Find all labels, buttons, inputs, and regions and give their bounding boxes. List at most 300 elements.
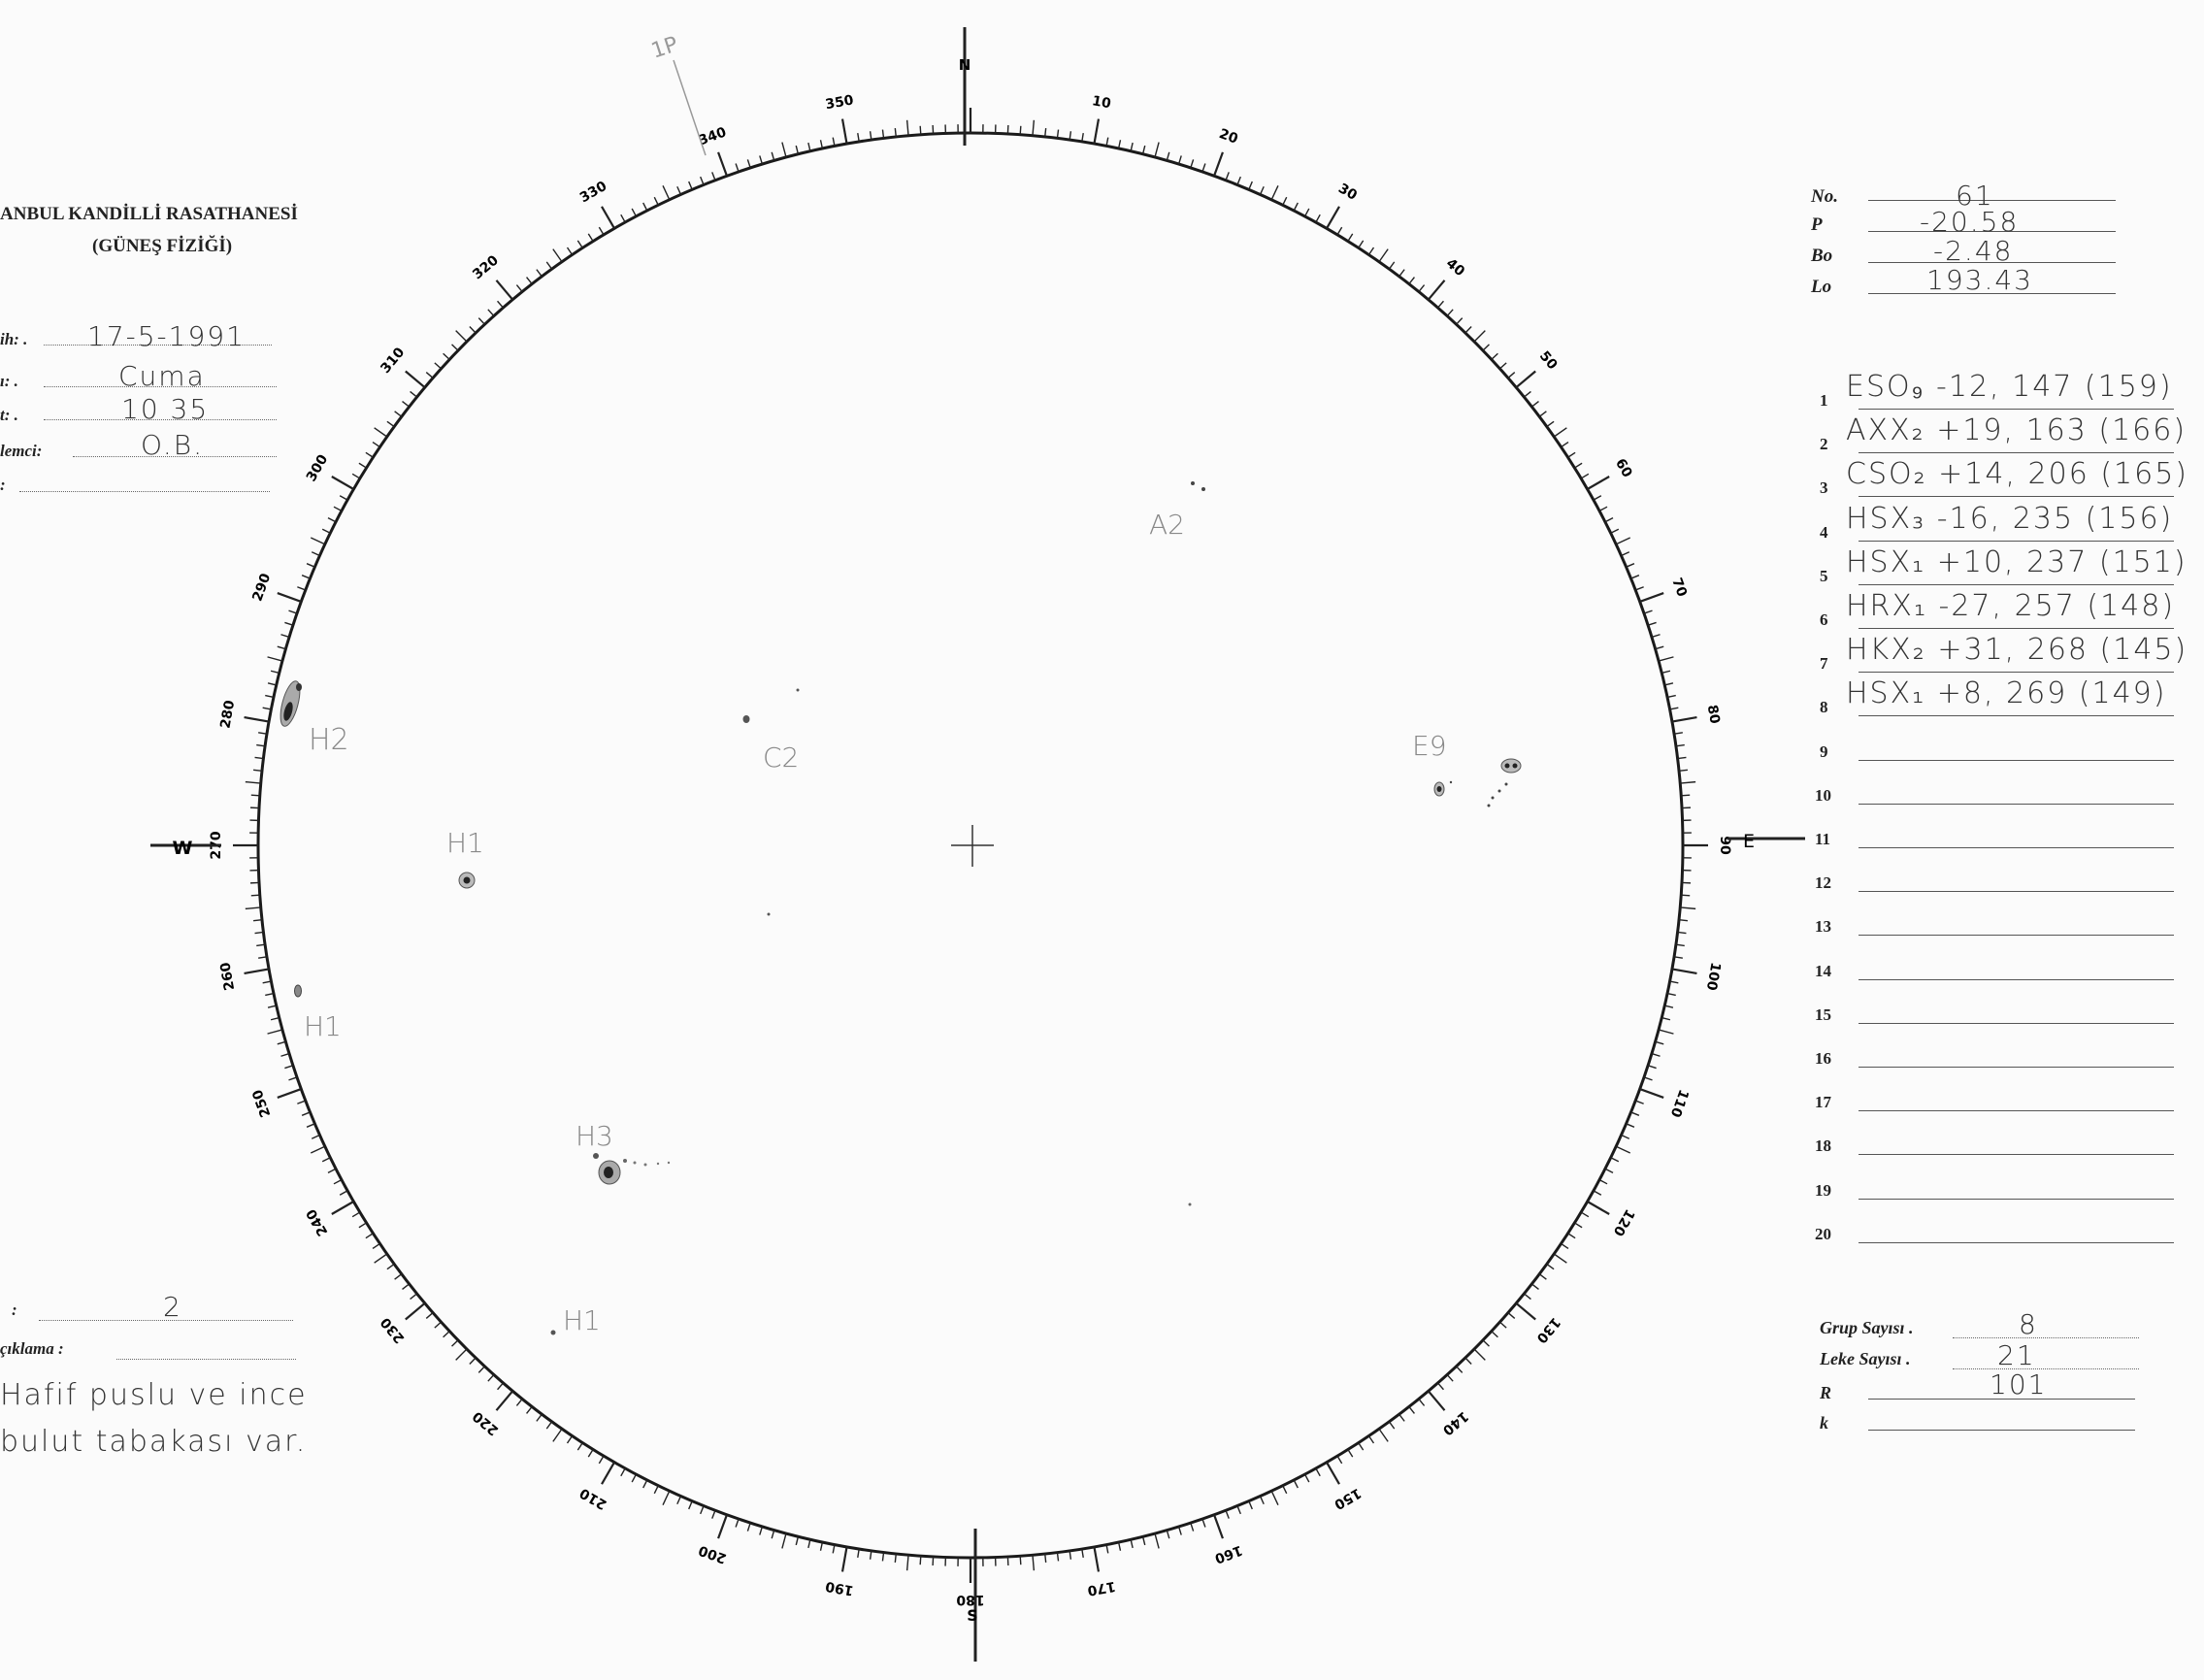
degree-tick xyxy=(1611,529,1619,533)
sunspot-group-h1-west xyxy=(446,827,484,888)
degree-tick xyxy=(689,181,693,189)
degree-label: 210 xyxy=(576,1484,610,1513)
degree-tick xyxy=(478,318,484,325)
degree-tick xyxy=(1516,1303,1535,1320)
param-label-bo: Bo xyxy=(1811,246,1833,266)
degree-tick xyxy=(1409,278,1415,284)
sunspot-group-a xyxy=(1149,481,1205,541)
degree-tick xyxy=(1661,1018,1670,1020)
degree-tick xyxy=(537,1414,542,1421)
degree-label: 200 xyxy=(696,1541,729,1566)
degree-tick xyxy=(546,262,551,269)
group-number: 12 xyxy=(1815,873,1831,893)
degree-tick xyxy=(588,1449,593,1457)
degree-tick xyxy=(268,1005,277,1007)
degree-tick xyxy=(334,507,342,511)
degree-tick xyxy=(1359,1443,1364,1451)
degree-tick xyxy=(1271,185,1278,200)
group-number: 1 xyxy=(1820,391,1828,410)
degree-tick xyxy=(302,576,310,578)
degree-label: 10 xyxy=(1090,93,1112,113)
note-line-1: Hafif puslu ve ince xyxy=(0,1378,308,1412)
degree-tick xyxy=(1635,1101,1643,1104)
degree-tick xyxy=(332,1202,354,1214)
degree-tick xyxy=(1640,593,1663,602)
degree-tick xyxy=(1409,1406,1415,1413)
degree-tick xyxy=(1419,285,1425,292)
degree-tick xyxy=(253,770,262,771)
summary-label-spots: Leke Sayısı . xyxy=(1820,1349,1911,1368)
degree-tick xyxy=(456,331,467,342)
group-a-label: A2 xyxy=(1149,509,1185,541)
degree-label: 120 xyxy=(1609,1205,1638,1239)
degree-tick xyxy=(1020,1556,1021,1565)
degree-tick xyxy=(527,278,533,284)
sunspot-group-h-limb xyxy=(277,679,349,757)
degree-tick xyxy=(268,657,282,661)
degree-label: 300 xyxy=(303,451,332,485)
degree-tick xyxy=(1368,1436,1373,1443)
degree-tick xyxy=(1261,1497,1265,1504)
group-h2-label: H2 xyxy=(309,723,349,757)
note-label: çıklama : xyxy=(0,1339,64,1358)
degree-tick xyxy=(1656,646,1664,648)
degree-label: 30 xyxy=(1335,181,1360,204)
degree-tick xyxy=(340,496,347,500)
degree-tick xyxy=(1670,981,1679,983)
degree-tick xyxy=(654,1486,658,1494)
degree-tick xyxy=(297,587,305,590)
degree-tick xyxy=(1622,1136,1629,1139)
degree-tick xyxy=(546,1422,551,1429)
degree-label: 170 xyxy=(1086,1577,1117,1598)
degree-tick xyxy=(1599,1180,1607,1184)
degree-tick xyxy=(1516,371,1535,387)
degree-tick xyxy=(1202,163,1205,172)
degree-tick xyxy=(796,146,798,154)
degree-tick xyxy=(311,538,325,544)
degree-tick xyxy=(1627,564,1634,568)
degree-tick xyxy=(736,163,739,172)
degree-tick xyxy=(395,412,402,416)
degree-tick xyxy=(907,1555,908,1570)
degree-label: 90 xyxy=(1717,836,1732,855)
degree-tick xyxy=(1554,428,1566,437)
degree-tick xyxy=(1249,1501,1253,1509)
degree-tick xyxy=(1399,1414,1404,1421)
degree-tick xyxy=(858,1549,859,1558)
degree-tick xyxy=(1237,1506,1240,1514)
degree-tick xyxy=(278,593,301,602)
degree-tick xyxy=(271,671,280,673)
degree-label: 140 xyxy=(1439,1407,1471,1438)
degree-tick xyxy=(1131,143,1133,151)
field-label-day: ı: . xyxy=(0,372,18,390)
degree-tick xyxy=(1652,1054,1661,1057)
group-number: 17 xyxy=(1815,1093,1831,1112)
sunspot-group-c xyxy=(743,689,800,916)
degree-tick xyxy=(663,185,670,200)
degree-tick xyxy=(1020,126,1021,135)
degree-tick xyxy=(496,1391,512,1410)
degree-tick xyxy=(842,1547,847,1572)
spot xyxy=(551,1331,556,1335)
group-entry: HSX₃ -16, 235 (156) xyxy=(1846,501,2174,536)
degree-tick xyxy=(334,1180,342,1184)
degree-label: 290 xyxy=(249,571,275,604)
degree-tick xyxy=(821,140,823,148)
degree-tick xyxy=(643,1480,647,1488)
degree-tick xyxy=(1399,270,1404,277)
degree-tick xyxy=(395,1274,402,1279)
degree-tick xyxy=(278,1041,286,1043)
degree-tick xyxy=(1316,1468,1320,1476)
degree-tick xyxy=(411,391,417,397)
degree-tick xyxy=(1627,1124,1634,1128)
group-entry: HRX₁ -27, 257 (148) xyxy=(1846,589,2176,623)
degree-tick xyxy=(1143,1536,1145,1545)
sunspot-group-h3 xyxy=(576,1120,670,1184)
degree-tick xyxy=(577,1443,582,1451)
group-number: 8 xyxy=(1820,698,1828,717)
spot-umbra xyxy=(1437,786,1442,792)
degree-label: 160 xyxy=(1212,1541,1245,1566)
group-number: 2 xyxy=(1820,435,1828,454)
summary-label-k: k xyxy=(1820,1413,1828,1433)
group-number: 5 xyxy=(1820,566,1828,585)
spot xyxy=(634,1162,637,1165)
degree-tick xyxy=(456,1349,467,1360)
degree-tick xyxy=(297,1101,305,1104)
degree-tick xyxy=(1106,1545,1108,1554)
degree-tick xyxy=(1419,1399,1425,1405)
degree-tick xyxy=(1327,1463,1339,1485)
degree-tick xyxy=(1226,1510,1229,1518)
degree-tick xyxy=(258,957,267,958)
degree-tick xyxy=(663,1491,670,1505)
summary-value-spots: 21 xyxy=(1997,1339,2036,1371)
degree-tick xyxy=(1635,587,1643,590)
degree-tick xyxy=(1581,1212,1589,1217)
degree-tick xyxy=(1457,318,1463,325)
degree-tick xyxy=(1562,1243,1568,1248)
degree-tick xyxy=(1082,133,1083,142)
degree-tick xyxy=(907,120,908,136)
pole-label: 1P xyxy=(648,32,681,64)
degree-tick xyxy=(599,1456,604,1464)
degree-tick xyxy=(833,1545,835,1554)
degree-tick xyxy=(1644,1077,1653,1080)
degree-tick xyxy=(426,1313,433,1319)
degree-tick xyxy=(747,159,750,168)
degree-tick xyxy=(1214,152,1223,176)
degree-tick xyxy=(1429,280,1445,300)
field-label-date: ih: . xyxy=(0,330,28,348)
degree-tick xyxy=(268,1030,282,1034)
degree-tick xyxy=(821,1542,823,1551)
degree-tick xyxy=(599,227,604,235)
degree-tick xyxy=(568,1436,573,1443)
param-value-lo: 193.43 xyxy=(1926,264,2033,296)
degree-tick xyxy=(1562,443,1568,447)
degree-tick xyxy=(322,529,330,533)
degree-tick xyxy=(602,207,614,229)
spot xyxy=(1498,790,1501,793)
degree-tick xyxy=(1389,1422,1394,1429)
degree-tick xyxy=(1492,1332,1498,1337)
degree-tick xyxy=(352,1212,360,1217)
degree-tick xyxy=(736,1519,739,1528)
degree-tick xyxy=(452,1340,458,1346)
sunspot-group-h1-limb xyxy=(295,985,342,1042)
degree-tick xyxy=(1033,120,1034,136)
degree-tick xyxy=(1594,1191,1601,1195)
degree-tick xyxy=(1359,241,1364,248)
degree-label: 240 xyxy=(303,1205,332,1239)
degree-tick xyxy=(1674,957,1683,958)
degree-tick xyxy=(1191,1523,1194,1532)
degree-tick xyxy=(1531,402,1538,408)
degree-label: 60 xyxy=(1612,456,1635,480)
degree-tick xyxy=(478,1367,484,1373)
degree-tick xyxy=(1648,1066,1657,1069)
field-value-day: Cuma xyxy=(118,360,206,392)
degree-tick xyxy=(359,463,367,468)
group-entry: HKX₂ +31, 268 (145) xyxy=(1846,633,2188,668)
degree-tick xyxy=(307,564,314,568)
degree-tick xyxy=(796,1536,798,1545)
degree-tick xyxy=(1294,1480,1298,1488)
degree-tick xyxy=(1348,1449,1353,1457)
param-label-lo: Lo xyxy=(1811,277,1832,297)
summary-label-r: R xyxy=(1820,1383,1832,1402)
spot xyxy=(743,715,750,723)
field-value-date: 17-5-1991 xyxy=(87,320,246,352)
field-label-time: t: . xyxy=(0,406,18,424)
degree-tick xyxy=(1680,907,1695,908)
degree-tick xyxy=(373,443,379,447)
degree-tick xyxy=(278,646,286,648)
degree-tick xyxy=(1214,1515,1223,1538)
degree-label: 190 xyxy=(824,1577,855,1598)
degree-tick xyxy=(858,133,859,142)
spot xyxy=(295,985,302,997)
degree-tick xyxy=(1679,920,1688,921)
degree-tick xyxy=(760,1527,763,1535)
degree-tick xyxy=(1305,1474,1309,1482)
degree-tick xyxy=(1681,795,1690,796)
degree-tick xyxy=(643,203,647,211)
group-number: 6 xyxy=(1820,610,1828,629)
degree-tick xyxy=(1631,1112,1639,1115)
degree-tick xyxy=(621,1468,625,1476)
group-number: 18 xyxy=(1815,1136,1831,1156)
degree-tick xyxy=(411,1294,417,1300)
degree-tick xyxy=(1045,1554,1046,1563)
degree-tick xyxy=(444,1332,450,1337)
degree-tick xyxy=(654,197,658,205)
degree-tick xyxy=(312,552,319,556)
group-number: 20 xyxy=(1815,1224,1831,1243)
east-label: E xyxy=(1742,831,1756,852)
degree-tick xyxy=(1283,1486,1287,1494)
degree-tick xyxy=(1465,327,1471,333)
degree-tick xyxy=(1155,143,1159,157)
degree-tick xyxy=(701,1506,704,1514)
spot xyxy=(644,1164,647,1167)
degree-tick xyxy=(332,477,354,489)
degree-tick xyxy=(406,371,425,387)
field-value-observer: O.B. xyxy=(141,429,205,461)
degree-tick xyxy=(1659,1030,1673,1034)
degree-tick xyxy=(488,1374,494,1381)
degree-label: 320 xyxy=(470,252,502,283)
group-number: 11 xyxy=(1815,830,1831,848)
degree-tick xyxy=(712,1510,715,1518)
degree-tick xyxy=(1659,657,1673,661)
spot-umbra xyxy=(1505,764,1510,769)
spot-umbra xyxy=(1513,764,1518,769)
spot xyxy=(1450,781,1452,783)
degree-tick xyxy=(1438,301,1444,308)
degree-tick xyxy=(1167,152,1168,161)
degree-tick xyxy=(842,119,847,145)
degree-tick xyxy=(782,1533,786,1548)
degree-tick xyxy=(632,209,636,216)
degree-tick xyxy=(245,717,270,722)
degree-tick xyxy=(677,1497,681,1504)
degree-tick xyxy=(772,1531,773,1539)
degree-tick xyxy=(265,994,274,996)
degree-tick xyxy=(265,696,274,698)
degree-label: 130 xyxy=(1532,1314,1563,1346)
spot xyxy=(657,1163,659,1165)
degree-tick xyxy=(701,177,704,184)
degree-tick xyxy=(1305,209,1309,216)
spot xyxy=(1488,805,1491,807)
spot xyxy=(1191,481,1195,485)
degree-tick xyxy=(1611,1158,1619,1162)
department-subtitle: (GÜNEŞ FİZİĞİ) xyxy=(92,236,233,256)
degree-labels xyxy=(209,92,1732,1607)
degree-tick xyxy=(1131,1539,1133,1548)
degree-tick xyxy=(1674,733,1683,734)
degree-tick xyxy=(577,241,582,248)
summary-value-r: 101 xyxy=(1990,1368,2048,1400)
group-number: 9 xyxy=(1820,741,1828,761)
group-entry: HSX₁ +8, 269 (149) xyxy=(1846,676,2167,711)
degree-tick xyxy=(302,1112,310,1115)
degree-tick xyxy=(1605,1169,1613,1172)
degree-tick xyxy=(435,1322,442,1328)
degree-tick xyxy=(1652,635,1661,638)
degree-tick xyxy=(1483,345,1489,350)
degree-tick xyxy=(1348,234,1353,242)
degree-tick xyxy=(537,270,542,277)
degree-tick xyxy=(1283,197,1287,205)
degree-label: 260 xyxy=(217,961,239,992)
group-entry: AXX₂ +19, 163 (166) xyxy=(1846,413,2188,448)
degree-tick xyxy=(1640,1089,1663,1098)
group-h1-label: H1 xyxy=(446,827,484,859)
degree-tick xyxy=(1271,1491,1278,1505)
degree-tick xyxy=(1082,1549,1083,1558)
degree-tick xyxy=(284,1066,293,1069)
degree-tick xyxy=(1094,119,1099,145)
degree-tick xyxy=(1294,203,1298,211)
degree-tick xyxy=(1667,696,1676,698)
degree-tick xyxy=(1605,518,1613,522)
degree-tick xyxy=(271,1018,280,1020)
spot xyxy=(593,1153,599,1159)
degree-tick xyxy=(352,474,360,478)
degree-label: 310 xyxy=(378,345,409,377)
param-label-no: No. xyxy=(1811,186,1838,207)
degree-tick xyxy=(359,1223,367,1228)
degree-tick xyxy=(328,518,336,522)
degree-tick xyxy=(1539,412,1546,416)
degree-tick xyxy=(568,247,573,254)
degree-tick xyxy=(373,1243,379,1248)
degree-tick xyxy=(1447,310,1453,316)
degree-tick xyxy=(435,363,442,369)
degree-tick xyxy=(1656,1041,1664,1043)
degree-tick xyxy=(833,138,835,147)
degree-tick xyxy=(246,782,261,783)
degree-tick xyxy=(366,452,374,457)
degree-tick xyxy=(621,214,625,222)
degree-tick xyxy=(1237,177,1240,184)
degree-tick xyxy=(1554,1254,1566,1263)
group-c-label: C2 xyxy=(763,741,800,774)
spot xyxy=(797,689,800,692)
degree-tick xyxy=(488,310,494,316)
degree-tick xyxy=(1483,1340,1489,1346)
degree-tick xyxy=(1616,1146,1630,1153)
spot xyxy=(1505,783,1508,786)
degree-tick xyxy=(278,1089,301,1098)
degree-tick xyxy=(1226,172,1229,180)
degree-tick xyxy=(718,1515,727,1538)
degree-tick xyxy=(1167,1531,1168,1539)
degree-tick xyxy=(263,708,272,709)
degree-tick xyxy=(1581,474,1589,478)
degree-tick xyxy=(1438,1383,1444,1390)
degree-tick xyxy=(1594,496,1601,500)
degree-label: 340 xyxy=(696,124,729,149)
degree-tick xyxy=(1667,994,1676,996)
degree-tick xyxy=(1379,1429,1388,1441)
degree-tick xyxy=(1531,1284,1538,1290)
degree-tick xyxy=(718,152,727,176)
degree-tick xyxy=(772,152,773,161)
degree-tick xyxy=(280,635,289,638)
param-value-p: -20.58 xyxy=(1920,206,2020,238)
south-label: S xyxy=(967,1606,978,1625)
field-value-time: 10 35 xyxy=(121,393,210,425)
degree-tick xyxy=(1588,477,1610,489)
group-entry: ESO₉ -12, 147 (159) xyxy=(1846,370,2173,404)
param-label-p: P xyxy=(1811,214,1823,235)
group-number: 4 xyxy=(1820,522,1828,542)
degree-tick xyxy=(246,907,261,908)
degree-tick xyxy=(1327,207,1339,229)
degree-tick xyxy=(1524,391,1530,397)
degree-tick xyxy=(1179,1527,1182,1535)
degree-tick xyxy=(253,920,262,921)
degree-tick xyxy=(677,186,681,194)
degree-label: 50 xyxy=(1535,347,1561,374)
